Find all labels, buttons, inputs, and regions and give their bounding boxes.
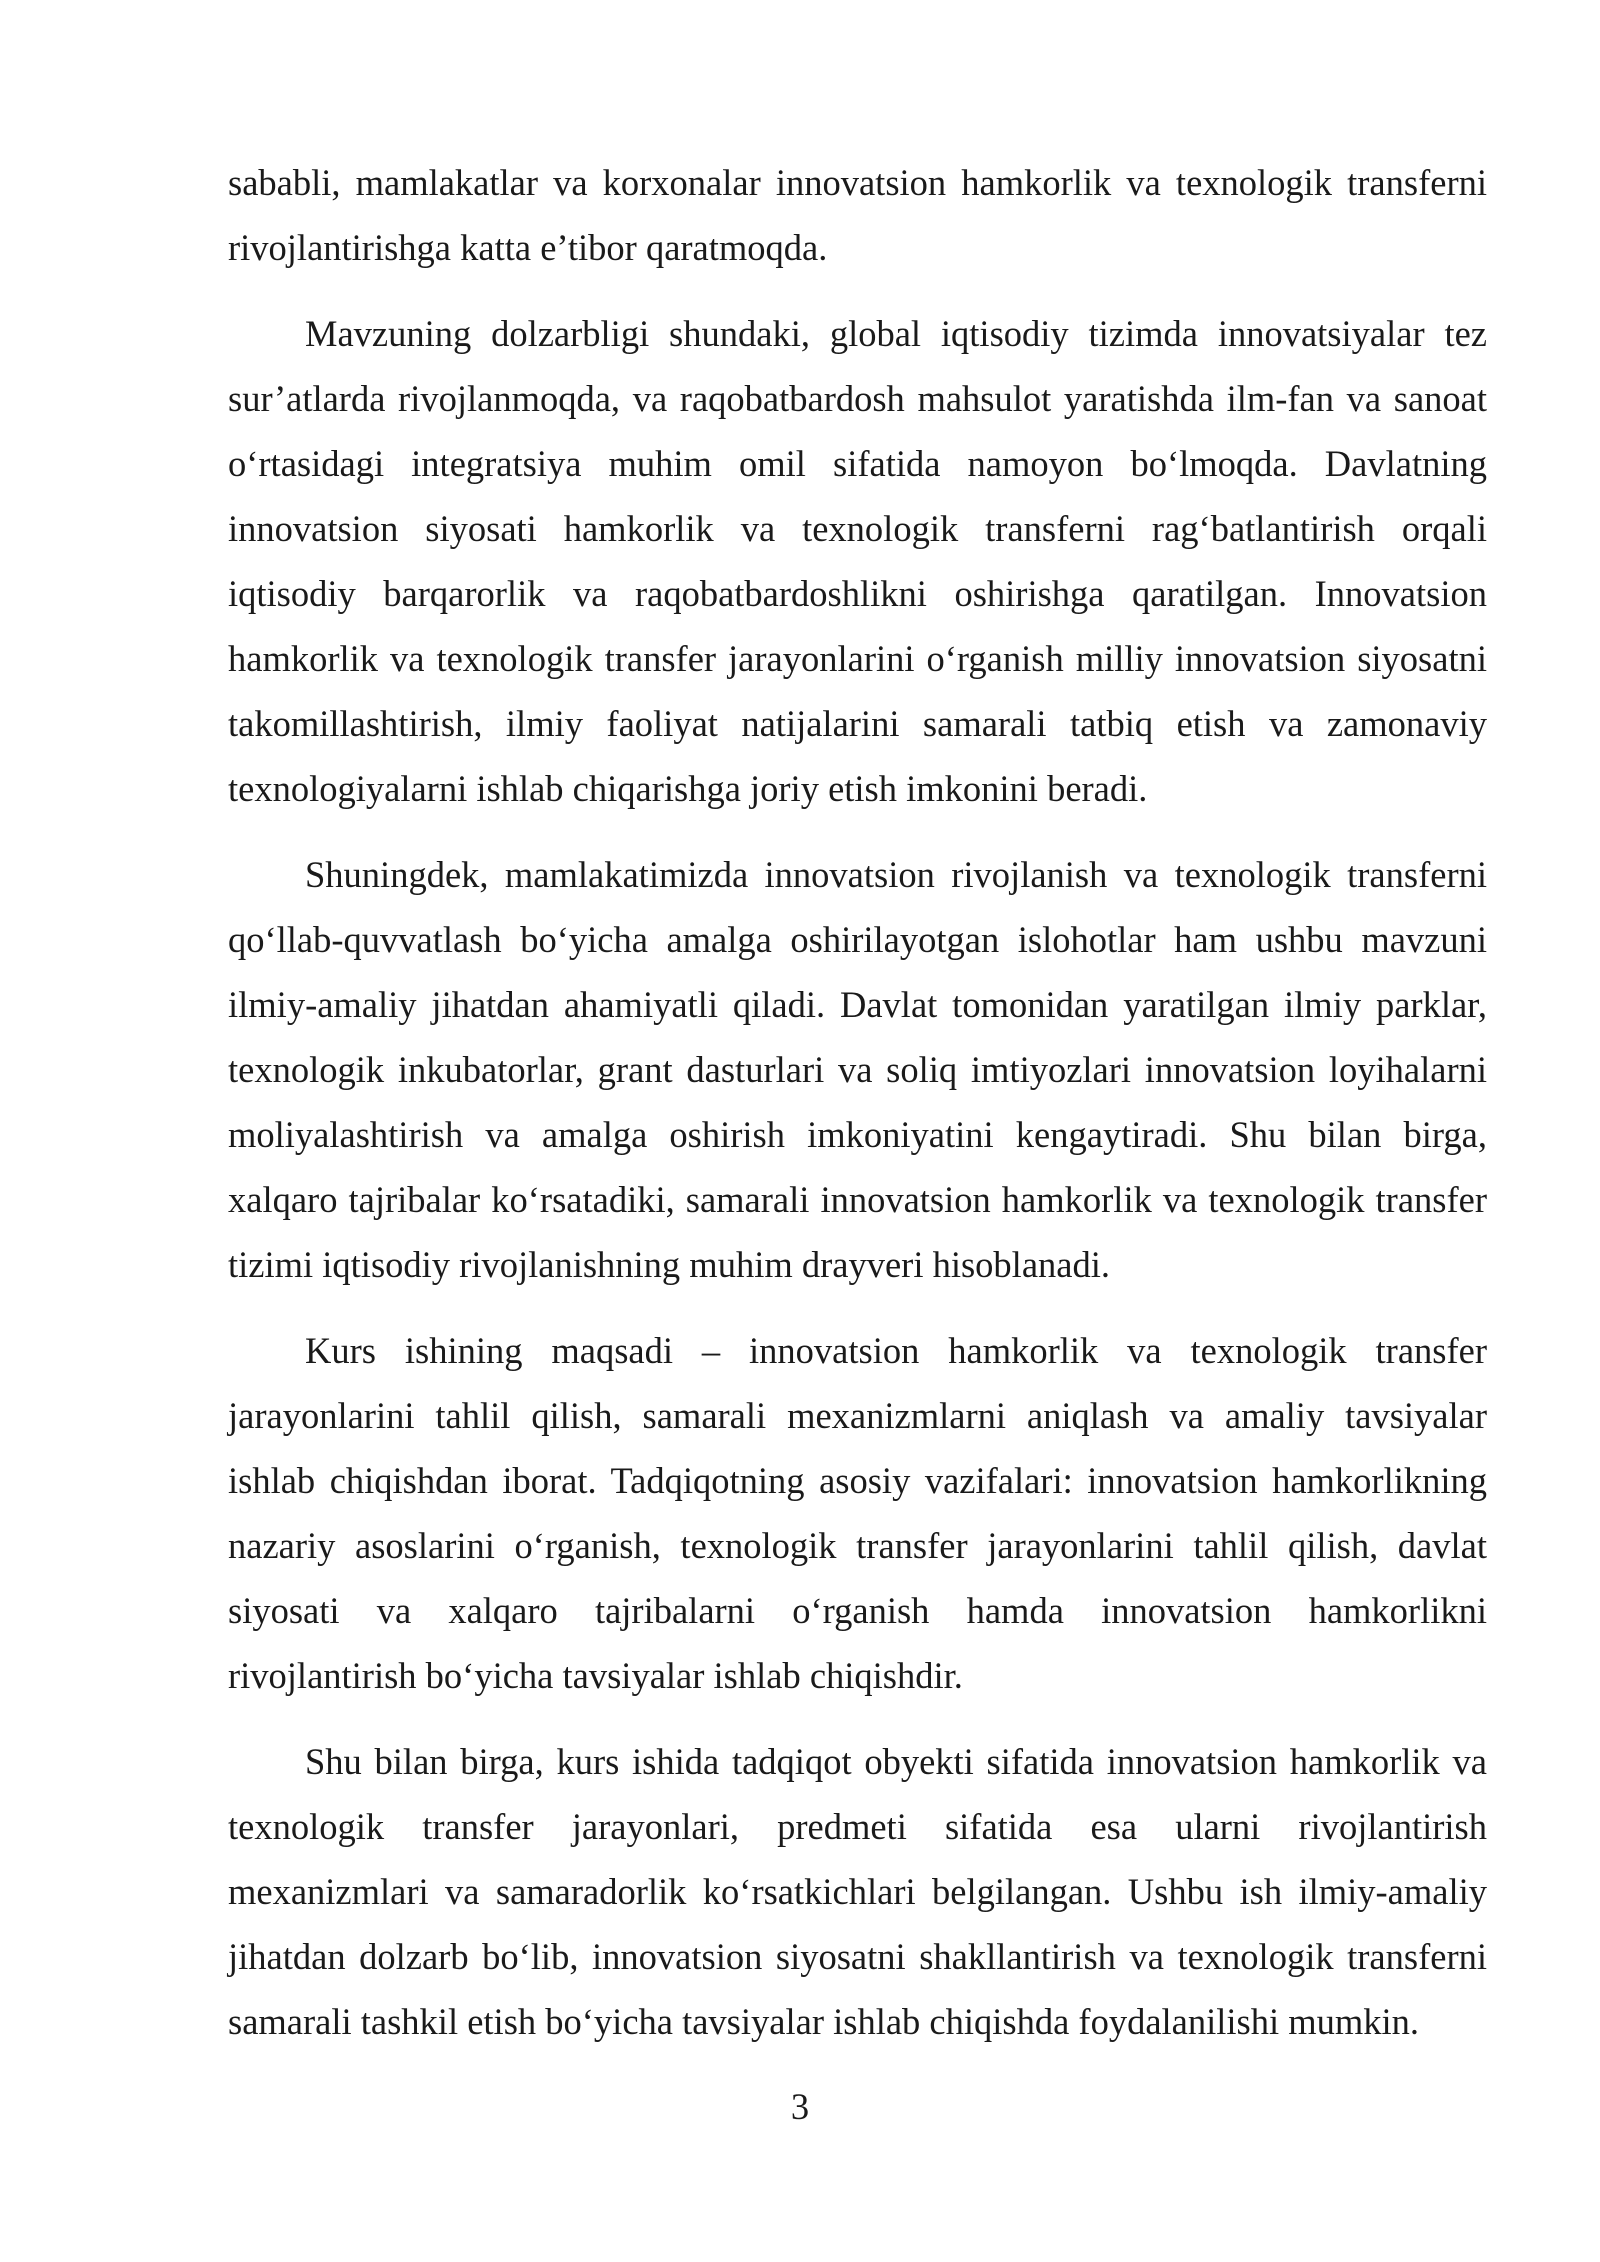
paragraph-reforms: Shuningdek, mamlakatimizda innovatsion rivojlanish va texnologik transferni qo‘llab-quvvatlash bo‘yicha amalga oshirilayotgan islohotlar ham ushbu mavzuni ilmiy-amaliy jihatdan ahamiyatli qiladi. Davlat tomonidan yaratilgan ilmiy parklar, texnologik inkubatorlar, grant dasturlari va soliq imtiyozlari innovatsion loyihalarni moliyalashtirish va amalga oshirish imkoniyatini kengaytiradi. Shu bilan birga, xalqaro tajribalar ko‘rsatadiki, samarali innovatsion hamkorlik va texnologik transfer tizimi iqtisodiy rivojlanishning muhim drayveri hisoblanadi. [228,854,1487,1285]
document-page [228,150,1487,2075]
paragraph-object: Shu bilan birga, kurs ishida tadqiqot obyekti sifatida innovatsion hamkorlik va texnologik transfer jarayonlari, predmeti sifatida esa ularni rivojlantirish mexanizmlari va samaradorlik ko‘rsatkichlari belgilangan. Ushbu ish ilmiy-amaliy jihatdan dolzarb bo‘lib, innovatsion siyosatni shakllantirish va texnologik transferni samarali tashkil etish bo‘yicha tavsiyalar ishlab chiqishda foydalanilishi mumkin. [228,1741,1487,2042]
paragraph-continued: sababli, mamlakatlar va korxonalar innovatsion hamkorlik va texnologik transferni rivojlantirishga katta e’tibor qaratmoqda. [228,162,1487,268]
paragraph-relevance: Mavzuning dolzarbligi shundaki, global iqtisodiy tizimda innovatsiyalar tez sur’atlarda rivojlanmoqda, va raqobatbardosh mahsulot yaratishda ilm-fan va sanoat o‘rtasidagi integratsiya muhim omil sifatida namoyon bo‘lmoqda. Davlatning innovatsion siyosati hamkorlik va texnologik transferni rag‘batlantirish orqali iqtisodiy barqarorlik va raqobatbardoshlikni oshirishga qaratilgan. Innovatsion hamkorlik va texnologik transfer jarayonlarini o‘rganish milliy innovatsion siyosatni takomillashtirish, ilmiy faoliyat natijalarini samarali tatbiq etish va zamonaviy texnologiyalarni ishlab chiqarishga joriy etish imkonini beradi. [228,313,1487,809]
page-number: 3 [790,2086,810,2127]
paragraph-goal: Kurs ishining maqsadi – innovatsion hamkorlik va texnologik transfer jarayonlarini tahlil qilish, samarali mexanizmlarni aniqlash va amaliy tavsiyalar ishlab chiqishdan iborat. Tadqiqotning asosiy vazifalari: innovatsion hamkorlikning nazariy asoslarini o‘rganish, texnologik transfer jarayonlarini tahlil qilish, davlat siyosati va xalqaro tajribalarni o‘rganish hamda innovatsion hamkorlikni rivojlantirish bo‘yicha tavsiyalar ishlab chiqishdir. [228,1330,1487,1696]
